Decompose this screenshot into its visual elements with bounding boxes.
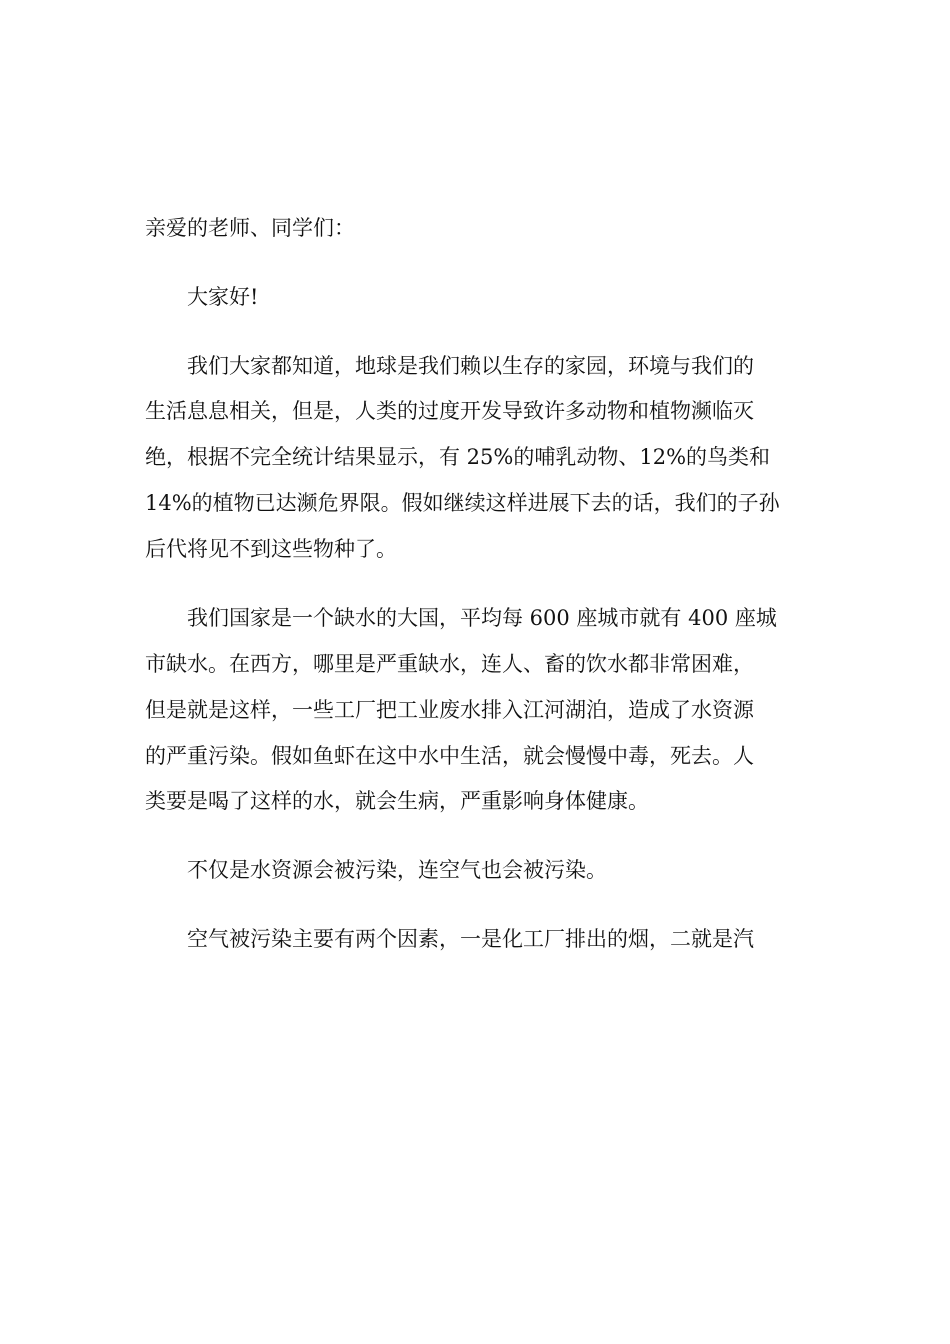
- paragraph-pollution-intro: [145, 848, 807, 894]
- paragraph-gap: [145, 321, 807, 344]
- paragraph-biodiversity: [145, 344, 807, 573]
- paragraph-line: 但是就是这样，一些工厂把工业废水排入江河湖泊，造成了水资源: [145, 697, 754, 722]
- greeting: 大家好!: [187, 284, 259, 309]
- paragraph-line: 14%的植物已达濒危界限。假如继续这样进展下去的话，我们的子孙: [145, 491, 780, 516]
- paragraph-line: 我们大家都知道，地球是我们赖以生存的家园，环境与我们的: [187, 353, 754, 378]
- paragraph-line: 类要是喝了这样的水，就会生病，严重影响身体健康。: [145, 789, 649, 814]
- paragraph-line: 不仅是水资源会被污染，连空气也会被污染。: [187, 858, 607, 883]
- paragraph-line: 我们国家是一个缺水的大国，平均每 600 座城市就有 400 座城: [187, 605, 777, 630]
- speech-text: [145, 206, 807, 963]
- paragraph-line: 生活息息相关，但是，人类的过度开发导致许多动物和植物濒临灭: [145, 399, 754, 424]
- salutation: 亲爱的老师、同学们：: [145, 216, 355, 240]
- paragraph-gap: [145, 825, 807, 848]
- paragraph-water-shortage: [145, 596, 807, 825]
- paragraph-line: 后代将见不到这些物种了。: [145, 537, 397, 562]
- paragraph-gap: [145, 573, 807, 596]
- paragraph-line: 空气被污染主要有两个因素，一是化工厂排出的烟，二就是汽: [187, 927, 754, 952]
- paragraph-gap: [145, 894, 807, 917]
- paragraph-line: 的严重污染。假如鱼虾在这中水中生活，就会慢慢中毒，死去。人: [145, 743, 754, 768]
- paragraph-line: 绝，根据不完全统计结果显示，有 25%的哺乳动物、12%的鸟类和: [145, 445, 771, 470]
- paragraph-gap: [145, 252, 807, 275]
- paragraph-air-pollution: [145, 917, 807, 963]
- paragraph-line: 市缺水。在西方，哪里是严重缺水，连人、畜的饮水都非常困难，: [145, 651, 754, 676]
